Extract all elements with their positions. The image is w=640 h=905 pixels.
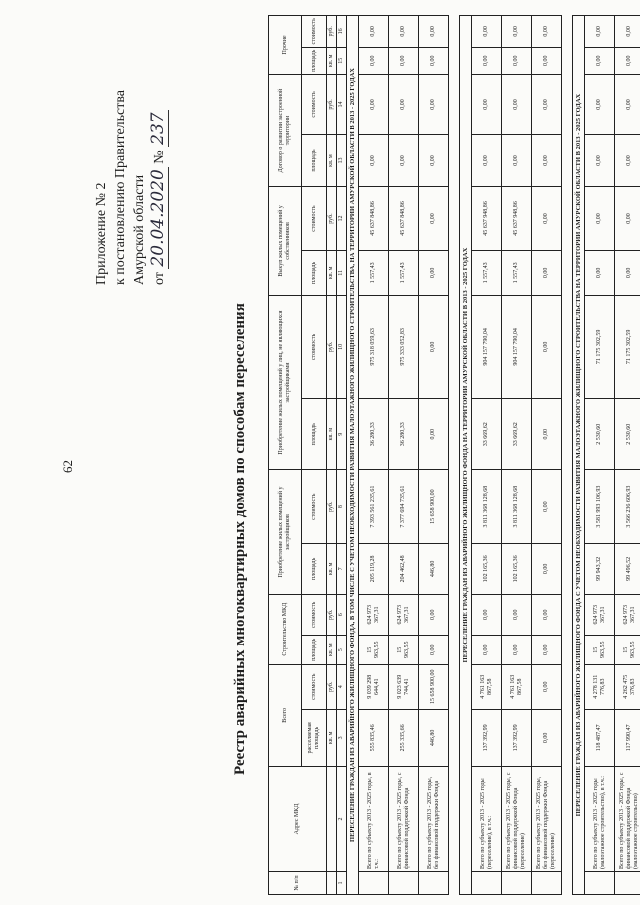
subheader-cost: стоимость: [302, 295, 327, 398]
value-cell: 0,00: [502, 47, 532, 74]
value-cell: 45 637 948,86: [502, 187, 532, 251]
value-cell: 7 393 561 235,61: [359, 470, 389, 544]
column-index: 5: [337, 635, 347, 664]
value-cell: 0,00: [585, 47, 615, 74]
value-cell: 0,00: [532, 543, 562, 594]
unit-sqm: кв. м: [327, 709, 337, 766]
value-cell: 0,00: [389, 16, 419, 48]
value-cell: 0,00: [532, 250, 562, 295]
value-cell: 624 973 367,31: [359, 594, 389, 635]
unit-sqm: кв. м: [327, 134, 337, 186]
value-cell: 0,00: [359, 47, 389, 74]
value-cell: 71 175 302,59: [585, 295, 615, 398]
column-index-row: [337, 16, 347, 895]
value-cell: 624 973 367,31: [389, 594, 419, 635]
column-index: 8: [337, 470, 347, 544]
value-cell: 446,80: [419, 543, 449, 594]
value-cell: 0,00: [359, 16, 389, 48]
value-cell: 0,00: [419, 635, 449, 664]
value-cell: 15 963,55: [585, 635, 615, 664]
value-cell: 3 566 236 606,93: [615, 470, 640, 544]
value-cell: 975 333 052,83: [389, 295, 419, 398]
value-cell: 36 280,33: [359, 399, 389, 470]
annex-date: 20.04.2020: [148, 169, 168, 267]
value-cell: 102 165,36: [472, 543, 502, 594]
row-label: Всего по субъекту 2013 - 2025 годы, без финансовой поддержки Фонда (переселение): [532, 767, 562, 872]
value-cell: 102 165,36: [502, 543, 532, 594]
value-cell: 4 761 163 867,58: [502, 664, 532, 709]
value-cell: 0,00: [472, 74, 502, 134]
value-cell: 1 557,43: [389, 250, 419, 295]
value-cell: 0,00: [419, 295, 449, 398]
section-spacer: [562, 16, 573, 895]
value-cell: 99 496,52: [615, 543, 640, 594]
header-payment: Выкуп жилых помещений у собственников: [269, 187, 302, 296]
value-cell: 45 637 948,86: [472, 187, 502, 251]
subheader-area: площадь: [302, 47, 327, 74]
annex-block: [92, 90, 169, 285]
value-cell: 117 990,47: [615, 709, 640, 766]
table-row: [502, 16, 532, 895]
page-number: 62: [60, 460, 75, 473]
value-cell: 0,00: [585, 187, 615, 251]
value-cell: 0,00: [532, 187, 562, 251]
value-cell: 2 530,60: [585, 399, 615, 470]
annex-date-line: [149, 90, 169, 285]
annex-line-1: Приложение № 2: [94, 182, 109, 285]
value-cell: 0,00: [389, 74, 419, 134]
column-index: 11: [337, 250, 347, 295]
value-cell: 15 963,55: [359, 635, 389, 664]
value-cell: 0,00: [532, 594, 562, 635]
value-cell: 137 392,99: [502, 709, 532, 766]
column-index: 15: [337, 47, 347, 74]
unit-sqm: кв. м: [327, 250, 337, 295]
unit-sqm: кв. м: [327, 399, 337, 470]
value-cell: 204 462,48: [389, 543, 419, 594]
row-label: Всего по субъекту 2013 - 2025 годы, с финансовой поддержкой Фонда (малоэтажное строительство): [615, 767, 640, 872]
subheader-cost: стоимость: [302, 470, 327, 544]
unit-rub: руб.: [327, 74, 337, 134]
table-row: [389, 16, 419, 895]
value-cell: 205 119,28: [359, 543, 389, 594]
unit-rub: руб.: [327, 187, 337, 251]
section-header-row: [573, 16, 585, 895]
value-cell: 0,00: [419, 16, 449, 48]
value-cell: 45 637 848,86: [359, 187, 389, 251]
value-cell: 0,00: [419, 74, 449, 134]
value-cell: 0,00: [472, 594, 502, 635]
subheader-area-resettled: расселяемая площадь: [302, 709, 327, 766]
header-other: Прочие: [269, 16, 302, 75]
column-index: 3: [337, 709, 347, 766]
value-cell: 0,00: [502, 594, 532, 635]
value-cell: 0,00: [532, 470, 562, 544]
row-num-cell: [585, 872, 615, 895]
row-num-cell: [532, 872, 562, 895]
value-cell: 0,00: [389, 134, 419, 186]
value-cell: 0,00: [419, 47, 449, 74]
value-cell: 255 335,66: [389, 709, 419, 766]
value-cell: 4 278 131 776,83: [585, 664, 615, 709]
table-row: [472, 16, 502, 895]
annex-no-sign: №: [152, 150, 167, 164]
value-cell: 0,00: [419, 250, 449, 295]
value-cell: 0,00: [532, 47, 562, 74]
unit-rub: руб.: [327, 664, 337, 709]
unit-rub: руб.: [327, 594, 337, 635]
column-index: 9: [337, 399, 347, 470]
value-cell: 0,00: [532, 16, 562, 48]
row-num-cell: [502, 872, 532, 895]
value-cell: 446,80: [419, 709, 449, 766]
subheader-cost: стоимость: [302, 74, 327, 134]
value-cell: 3 811 368 128,68: [472, 470, 502, 544]
value-cell: 0,00: [532, 134, 562, 186]
column-index: 10: [337, 295, 347, 398]
value-cell: 0,00: [502, 74, 532, 134]
value-cell: 0,00: [615, 250, 640, 295]
column-index: 14: [337, 74, 347, 134]
header-construction: Строительство МКД: [269, 594, 302, 664]
value-cell: 0,00: [502, 134, 532, 186]
subheader-cost: стоимость: [302, 16, 327, 48]
value-cell: 0,00: [585, 16, 615, 48]
value-cell: 4 262 475 376,83: [615, 664, 640, 709]
value-cell: 0,00: [419, 134, 449, 186]
row-num-cell: [472, 872, 502, 895]
value-cell: 0,00: [359, 74, 389, 134]
value-cell: 15 963,55: [389, 635, 419, 664]
header-address: Адрес МКД: [269, 767, 327, 872]
column-index: 7: [337, 543, 347, 594]
value-cell: 0,00: [532, 635, 562, 664]
value-cell: 0,00: [532, 74, 562, 134]
value-cell: 33 669,62: [472, 399, 502, 470]
unit-sqm: кв. м: [327, 543, 337, 594]
value-cell: 0,00: [472, 47, 502, 74]
value-cell: 0,00: [502, 16, 532, 48]
column-index: 13: [337, 134, 347, 186]
value-cell: 0,00: [419, 594, 449, 635]
value-cell: 0,00: [615, 47, 640, 74]
value-cell: 3 811 368 128,68: [502, 470, 532, 544]
value-cell: 0,00: [359, 134, 389, 186]
registry-table: [268, 15, 640, 895]
value-cell: 975 318 059,63: [359, 295, 389, 398]
value-cell: 0,00: [472, 134, 502, 186]
value-cell: 1 557,43: [359, 250, 389, 295]
table-row: [532, 16, 562, 895]
row-num-cell: [389, 872, 419, 895]
table-row: [615, 16, 640, 895]
value-cell: 9 023 639 744,41: [389, 664, 419, 709]
annex-number: 237: [148, 112, 168, 145]
value-cell: 0,00: [532, 399, 562, 470]
header-agreement: Договор о развитии застроенной территории: [269, 74, 302, 186]
value-cell: 3 581 993 106,93: [585, 470, 615, 544]
value-cell: 0,00: [615, 74, 640, 134]
header-purchase-new: Приобретение жилых помещений у застройщиков: [269, 470, 302, 594]
value-cell: 33 669,62: [502, 399, 532, 470]
value-cell: 0,00: [585, 134, 615, 186]
value-cell: 0,00: [419, 187, 449, 251]
header-purchase-old: Приобретение жилых помещений у лиц, не являющихся застройщиками: [269, 295, 302, 470]
column-index: 1: [337, 872, 347, 895]
value-cell: 1 557,43: [472, 250, 502, 295]
value-cell: 0,00: [585, 74, 615, 134]
row-label: Всего по субъекту 2013 - 2025 годы, в т.ч.:: [359, 767, 389, 872]
subheader-area: площадь: [302, 635, 327, 664]
column-index: 6: [337, 594, 347, 635]
section-header-row: [460, 16, 472, 895]
table-row: [585, 16, 615, 895]
column-index: 12: [337, 187, 347, 251]
subheader-cost: стоимость: [302, 187, 327, 251]
annex-from: от: [152, 272, 167, 285]
subheader-cost: стоимость: [302, 594, 327, 635]
value-cell: 0,00: [472, 635, 502, 664]
value-cell: 71 175 302,59: [615, 295, 640, 398]
table-row: [419, 16, 449, 895]
value-cell: 555 835,46: [359, 709, 389, 766]
annex-line-2: к постановлению Правительства: [113, 89, 128, 285]
value-cell: 1 557,43: [502, 250, 532, 295]
unit-sqm: кв. м: [327, 635, 337, 664]
value-cell: 0,00: [532, 295, 562, 398]
value-cell: 0,00: [615, 134, 640, 186]
header-total: Всего: [269, 664, 302, 766]
value-cell: 624 973 367,31: [585, 594, 615, 635]
value-cell: 0,00: [419, 399, 449, 470]
value-cell: 0,00: [389, 47, 419, 74]
subheader-area: площадь: [302, 399, 327, 470]
value-cell: 36 280,33: [389, 399, 419, 470]
units-row: [327, 16, 337, 895]
table-row: [359, 16, 389, 895]
value-cell: 0,00: [532, 664, 562, 709]
value-cell: 4 761 163 867,58: [472, 664, 502, 709]
subheader-area: площадь: [302, 543, 327, 594]
row-label: Всего по субъекту 2013 - 2025 годы, с финансовой поддержкой Фонда (переселение): [502, 767, 532, 872]
subheader-area: площадь: [302, 250, 327, 295]
section-title: ПЕРЕСЕЛЕНИЕ ГРАЖДАН ИЗ АВАРИЙНОГО ЖИЛИЩНОГО ФОНДА С УЧЕТОМ НЕОБХОДИМОСТИ РАЗВИТИЯ МАЛОЭТАЖНОГО ЖИЛИЩНОГО СТРОИТЕЛЬСТВА НА ТЕРРИТОРИИ АМУРСКОЙ ОБЛАСТИ В 2013 - 2025 ГОДАХ: [573, 16, 585, 895]
value-cell: 15 658 900,00: [419, 470, 449, 544]
subheader-row: [302, 16, 327, 895]
column-index: 4: [337, 664, 347, 709]
subheader-cost: стоимость: [302, 664, 327, 709]
unit-sqm: кв. м: [327, 47, 337, 74]
row-label: Всего по субъекту 2013 - 2025 годы (малоэтажное строительство), в т.ч.:: [585, 767, 615, 872]
row-label: Всего по субъекту 2013 - 2025 годы (переселение), в т.ч.:: [472, 767, 502, 872]
unit-rub: руб.: [327, 295, 337, 398]
row-label: Всего по субъекту 2013 - 2025 годы, без финансовой поддержки Фонда: [419, 767, 449, 872]
value-cell: 137 392,99: [472, 709, 502, 766]
section-header-row: [347, 16, 359, 895]
value-cell: 7 377 694 735,61: [389, 470, 419, 544]
section-title: ПЕРЕСЕЛЕНИЕ ГРАЖДАН ИЗ АВАРИЙНОГО ЖИЛИЩНОГО ФОНДА НА ТЕРРИТОРИИ АМУРСКОЙ ОБЛАСТИ В 2013 - 2025 ГОДАХ: [460, 16, 472, 895]
value-cell: 2 530,60: [615, 399, 640, 470]
section-title: ПЕРЕСЕЛЕНИЕ ГРАЖДАН ИЗ АВАРИЙНОГО ЖИЛИЩНОГО ФОНДА, В ТОМ ЧИСЛЕ С УЧЕТОМ НЕОБХОДИМОСТИ РАЗВИТИЯ МАЛОЭТАЖНОГО ЖИЛИЩНОГО СТРОИТЕЛЬСТВА, НА ТЕРРИТОРИИ АМУРСКОЙ ОБЛАСТИ В 2013 - 2025 ГОДАХ: [347, 16, 359, 895]
document-title: Реестр аварийных многоквартирных домов по способам переселения: [232, 303, 248, 775]
subheader-area: площадь: [302, 134, 327, 186]
column-index: 16: [337, 16, 347, 48]
section-spacer: [449, 16, 460, 895]
value-cell: 9 039 298 644,41: [359, 664, 389, 709]
value-cell: 45 637 848,86: [389, 187, 419, 251]
value-cell: 0,00: [532, 709, 562, 766]
value-cell: 0,00: [615, 187, 640, 251]
value-cell: 15 658 900,00: [419, 664, 449, 709]
row-num-cell: [615, 872, 640, 895]
unit-rub: руб.: [327, 470, 337, 544]
row-label: Всего по субъекту 2013 - 2025 годы, с финансовой поддержкой Фонда: [389, 767, 419, 872]
header-row: [269, 16, 302, 895]
row-num-cell: [419, 872, 449, 895]
header-num: № п/п: [269, 872, 327, 895]
value-cell: 118 487,47: [585, 709, 615, 766]
value-cell: 0,00: [472, 16, 502, 48]
value-cell: 0,00: [585, 250, 615, 295]
annex-line-3: Амурской области: [132, 174, 147, 285]
value-cell: 624 973 367,31: [615, 594, 640, 635]
row-num-cell: [359, 872, 389, 895]
value-cell: 904 157 790,04: [502, 295, 532, 398]
value-cell: 99 943,32: [585, 543, 615, 594]
column-index: 2: [337, 767, 347, 872]
value-cell: 0,00: [502, 635, 532, 664]
value-cell: 15 963,55: [615, 635, 640, 664]
value-cell: 0,00: [615, 16, 640, 48]
value-cell: 904 157 790,04: [472, 295, 502, 398]
unit-rub: руб.: [327, 16, 337, 48]
